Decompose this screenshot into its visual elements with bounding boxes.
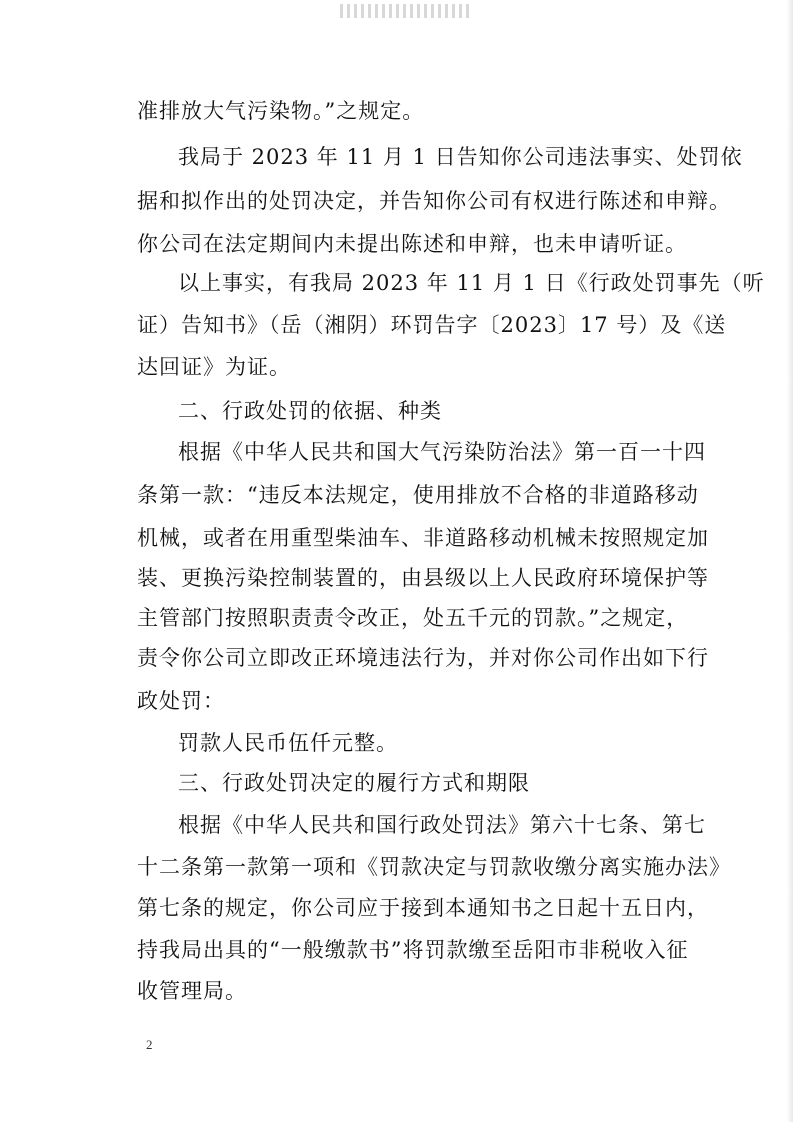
text-line: 以上事实，有我局 2023 年 11 月 1 日《行政处罚事先（听 (178, 271, 765, 295)
text-line: 据和拟作出的处罚决定，并告知你公司有权进行陈述和申辩。 (137, 189, 731, 213)
text-line: 装、更换污染控制装置的，由县级以上人民政府环境保护等 (137, 566, 709, 590)
text-line: 政处罚： (137, 689, 225, 713)
section-heading: 二、行政处罚的依据、种类 (178, 399, 442, 423)
text-line: 准排放大气污染物。”之规定。 (137, 99, 425, 123)
text-line: 罚款人民币伍仟元整。 (178, 731, 398, 755)
text-line: 机械，或者在用重型柴油车、非道路移动机械未按照规定加 (137, 526, 709, 550)
text-line: 主管部门按照职责责令改正，处五千元的罚款。”之规定， (137, 606, 689, 630)
text-line: 持我局出具的“一般缴款书”将罚款缴至岳阳市非税收入征 (137, 938, 689, 962)
text-line: 我局于 2023 年 11 月 1 日告知你公司违法事实、处罚依 (178, 145, 743, 169)
text-line: 根据《中华人民共和国行政处罚法》第六十七条、第七 (178, 813, 706, 837)
text-line: 达回证》为证。 (137, 355, 291, 379)
text-line: 证）告知书》（岳（湘阴）环罚告字〔2023〕17 号）及《送 (137, 313, 727, 337)
scan-edge-shadow (787, 0, 793, 1122)
text-line: 第七条的规定，你公司应于接到本通知书之日起十五日内， (137, 896, 709, 920)
text-line: 收管理局。 (137, 979, 247, 1003)
scan-artifact (340, 4, 470, 18)
text-line: 十二条第一款第一项和《罚款决定与罚款收缴分离实施办法》 (137, 855, 731, 879)
text-line: 条第一款：“违反本法规定，使用排放不合格的非道路移动 (137, 483, 699, 507)
text-line: 你公司在法定期间内未提出陈述和申辩，也未申请听证。 (137, 232, 687, 256)
page-number: 2 (146, 1037, 153, 1052)
section-heading: 三、行政处罚决定的履行方式和期限 (178, 771, 530, 795)
text-line: 责令你公司立即改正环境违法行为，并对你公司作出如下行 (137, 646, 709, 670)
text-line: 根据《中华人民共和国大气污染防治法》第一百一十四 (178, 440, 706, 464)
